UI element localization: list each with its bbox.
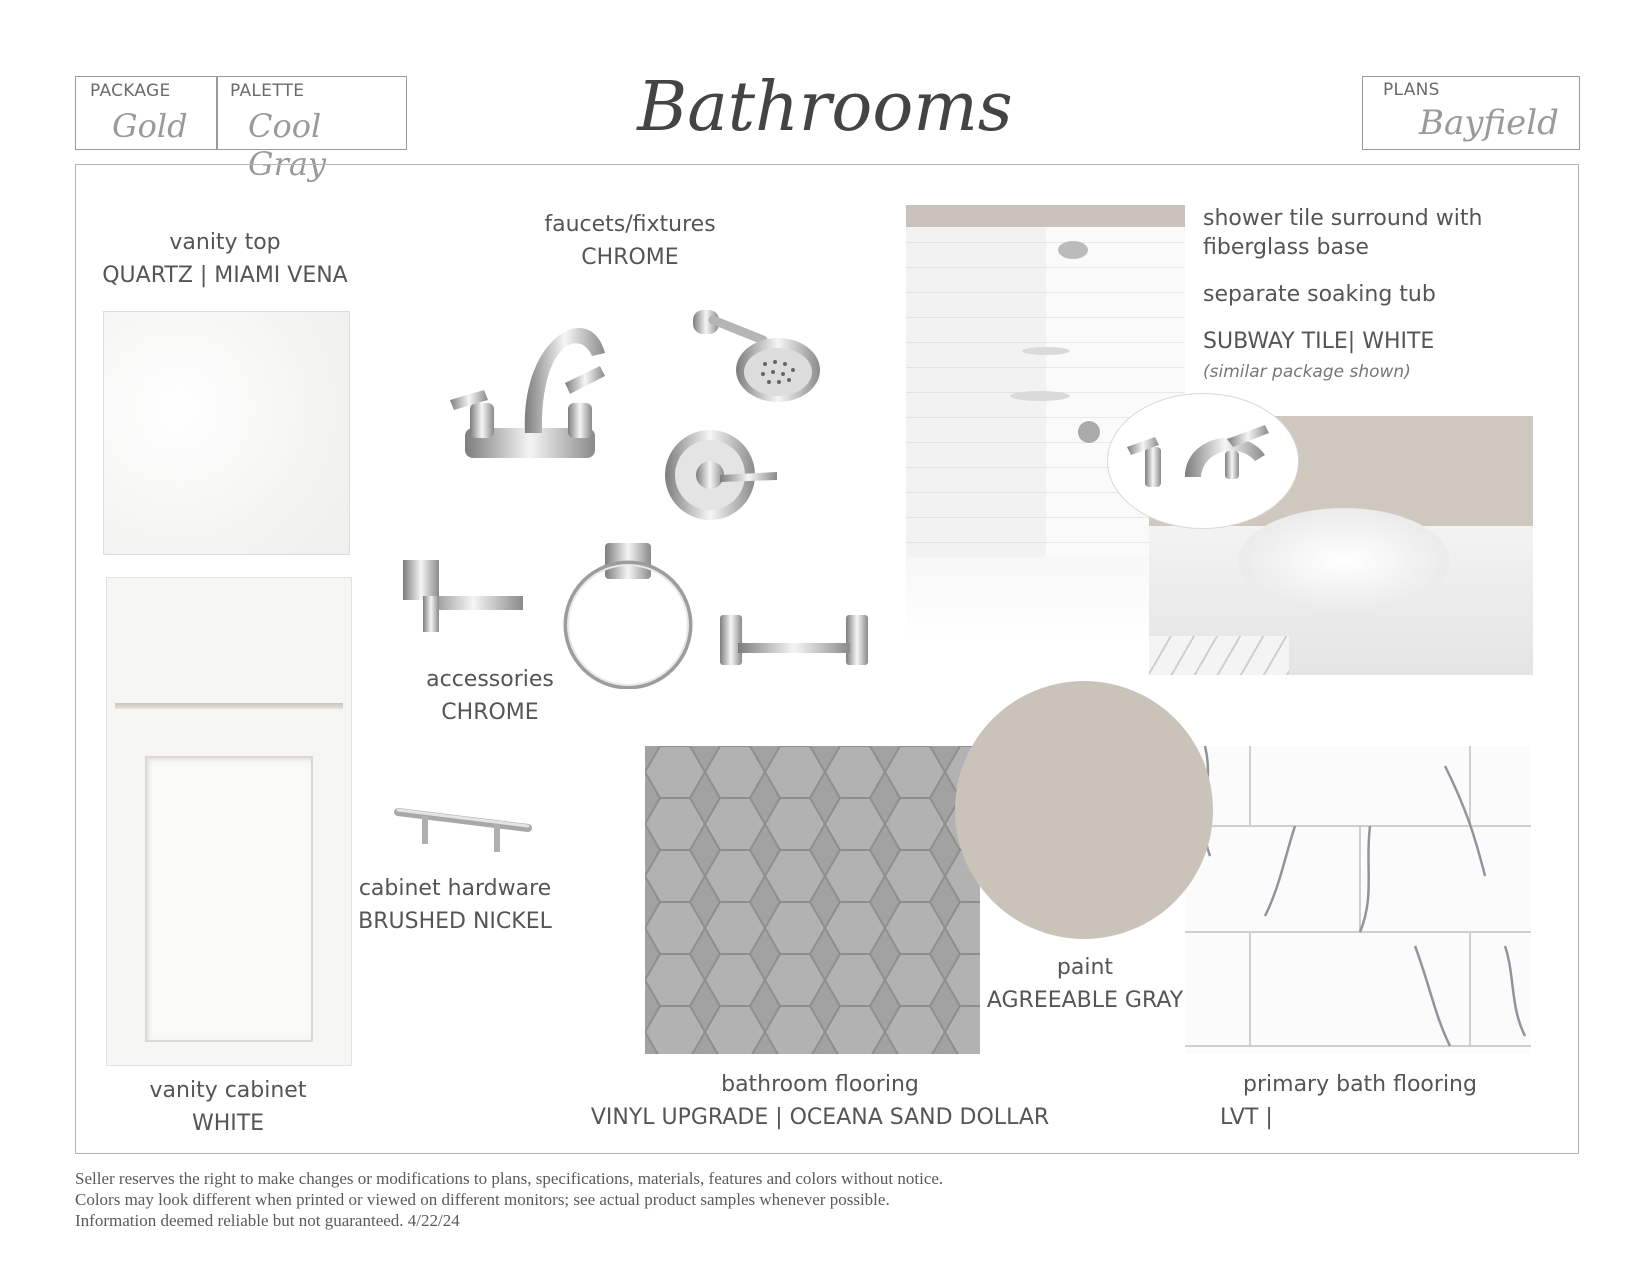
disclaimer [75,1168,1175,1231]
primary-flooring-title: primary bath flooring [1243,1072,1477,1097]
vanity-cabinet-image [106,577,352,1066]
shower-line1: shower tile surround with [1203,206,1483,231]
plans-value: Bayfield [1419,103,1559,143]
hex-pattern [645,746,980,1054]
hex-tile-swatch [645,746,980,1054]
faucets-value: CHROME [581,245,679,270]
paint-value: AGREEABLE GRAY [986,988,1184,1013]
tile-text: SUBWAY TILE| WHITE [1203,329,1435,354]
package-box [75,76,407,183]
corner-shelf [1022,347,1070,355]
disclaimer-line1: Seller reserves the right to make changes or modifications to plans, specifications, materials, features and colors without notice. [75,1169,944,1188]
hardware-title: cabinet hardware [358,876,552,901]
shower-valve-icon [665,420,785,530]
shower-head-icon [693,302,823,412]
package-divider [216,77,218,149]
shower-base [906,557,1185,642]
paint-title: paint [1056,955,1114,980]
vanity-cabinet-title: vanity cabinet [149,1078,307,1103]
corner-shelf-2 [1010,391,1070,401]
palette-label: PALETTE [230,81,305,101]
cabinet-panel [145,756,313,1042]
disclaimer-line2: Colors may look different when printed or viewed on different monitors; see actual product samples whenever possible. [75,1190,890,1209]
palette-value: Cool Gray [248,107,327,183]
shower-line2: fiberglass base [1203,235,1369,260]
accessories-value: CHROME [441,700,539,725]
marble-pattern [1185,746,1531,1054]
cabinet-pull-icon [394,806,532,854]
hardware-value: BRUSHED NICKEL [358,909,552,934]
bath-flooring-value: VINYL UPGRADE | OCEANA SAND DOLLAR [590,1105,1050,1130]
plans-box [1362,76,1580,150]
quartz-swatch [103,311,350,555]
towel-bar-icon [720,615,870,667]
cabinet-rail [115,703,343,709]
valve-small [1078,421,1100,443]
vanity-top-title: vanity top [169,230,281,255]
marble-tile-swatch [1185,746,1531,1054]
sink-faucet-icon [440,308,625,478]
disclaimer-line3: Information deemed reliable but not guaranteed. 4/22/24 [75,1211,460,1230]
similar-note: (similar package shown) [1203,362,1411,382]
package-value: Gold [112,107,188,145]
toilet-paper-holder-icon [403,560,525,635]
primary-flooring-value: LVT | [1220,1105,1273,1130]
accessories-title: accessories [426,667,554,692]
tub-faucet-icon [1115,415,1285,495]
paint-swatch [955,681,1213,939]
tub-basin [1239,508,1449,613]
faucets-title: faucets/fixtures [544,212,716,237]
page-title: Bathrooms [637,68,1013,147]
plans-label: PLANS [1383,80,1440,100]
vanity-top-value: QUARTZ | MIAMI VENA [102,263,348,288]
package-label: PACKAGE [90,81,171,101]
tub-text: separate soaking tub [1203,282,1436,307]
showerhead-small [1058,241,1088,259]
bath-flooring-title: bathroom flooring [721,1072,919,1097]
tub-floor [1149,636,1289,675]
vanity-cabinet-value: WHITE [191,1111,265,1136]
